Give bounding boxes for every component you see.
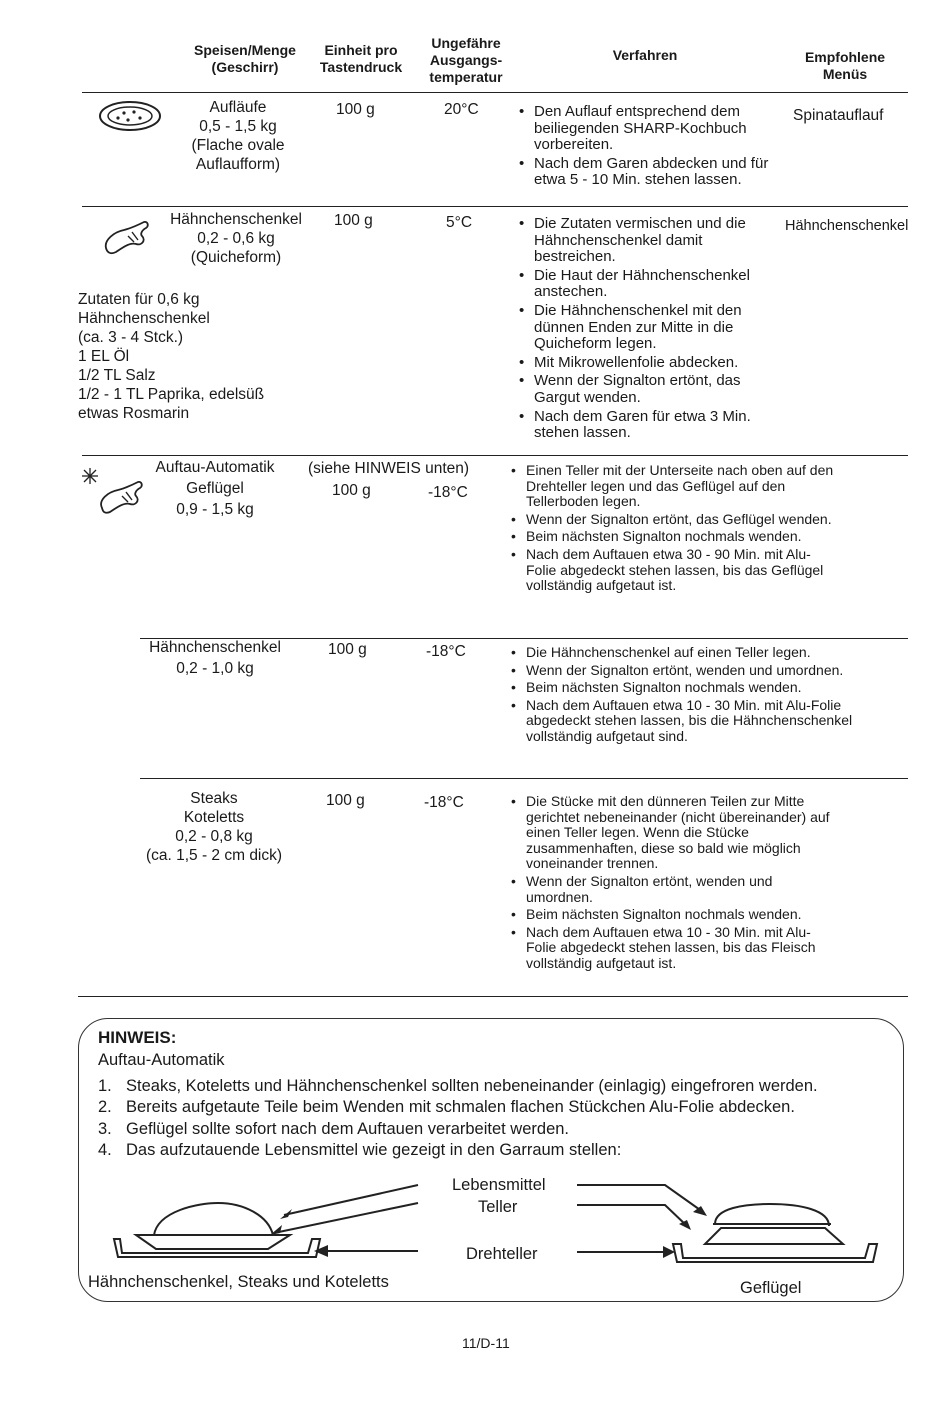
row-divider (82, 455, 908, 456)
temp-steaks: -18°C (424, 794, 464, 811)
note-item: 1. Steaks, Koteletts und Hähnchenschenkel sollten nebeneinander (einlagig) eingefroren werden. (98, 1077, 818, 1095)
steps-chicken-legs (516, 216, 774, 444)
temp-casserole: 20°C (444, 101, 479, 118)
ingredients: Zutaten für 0,6 kg Hähnchenschenkel (ca. 3 - 4 Stck.) 1 EL Öl 1/2 TL Salz 1/2 - 1 TL Paprika, edelsüß etwas Rosmarin (78, 291, 265, 422)
step: • Die Stücke mit den dünneren Teilen zur Mitte gerichtet nebeneinander (nicht übereinander) auf einen Teller legen. Wenn die Stücke zusammenhaften, diese so bald wie möglich voneinander trennen. (508, 794, 838, 872)
header-unit: Einheit pro Tastendruck (319, 42, 403, 75)
unit-note: (siehe HINWEIS unten) (308, 460, 470, 477)
label-plate: Teller (478, 1198, 518, 1216)
step: • Beim nächsten Signalton nochmals wenden. (508, 680, 853, 696)
left-placement-diagram (108, 1175, 438, 1275)
right-food (715, 1204, 829, 1226)
right-turntable (673, 1244, 877, 1262)
step: • Mit Mikrowellenfolie abdecken. (516, 355, 774, 372)
food-defrost-poultry: Auftau-Automatik Geflügel 0,9 - 1,5 kg (155, 459, 275, 518)
food-casserole: Aufläufe 0,5 - 1,5 kg (Flache ovale Auflaufform) (191, 99, 285, 173)
food-chicken-legs: Hähnchenschenkel 0,2 - 0,6 kg (Quicheform) (170, 211, 302, 266)
chicken-leg-icon (102, 218, 152, 256)
row-divider (82, 206, 908, 207)
step: • Wenn der Signalton ertönt, wenden und umordnen. (508, 663, 853, 679)
food-defrost-chicken-legs: Hähnchenschenkel 0,2 - 1,0 kg (149, 639, 281, 677)
step: • Einen Teller mit der Unterseite nach oben auf den Drehteller legen und das Geflügel auf den Tellerboden legen. (508, 463, 838, 510)
steps-casserole (516, 104, 778, 191)
note-list (98, 1076, 898, 1161)
casserole-dish-icon (98, 100, 168, 134)
unit-casserole: 100 g (336, 101, 375, 118)
menu-chicken-legs: Hähnchenschenkel (785, 218, 909, 234)
step: • Beim nächsten Signalton nochmals wenden. (508, 907, 838, 923)
step: • Nach dem Garen abdecken und für etwa 5 - 10 Min. stehen lassen. (516, 156, 778, 189)
page-number: 11/D-11 (462, 1335, 510, 1351)
header-temp: Ungefähre Ausgangs- temperatur (429, 35, 503, 85)
step: • Die Hähnchenschenkel auf einen Teller legen. (508, 645, 853, 661)
unit-defrost-poultry: 100 g (332, 482, 371, 499)
note-item: 2. Bereits aufgetaute Teile beim Wenden mit schmalen flachen Stückchen Alu-Folie abdecken. (98, 1098, 795, 1117)
step: • Den Auflauf entsprechend dem beiliegenden SHARP-Kochbuch vorbereiten. (516, 104, 778, 154)
step: • Die Hähnchenschenkel mit den dünnen Enden zur Mitte in die Quicheform legen. (516, 303, 774, 353)
step: • Nach dem Auftauen etwa 10 - 30 Min. mit Alu-Folie abgedeckt stehen lassen, bis das Fleisch vollständig aufgetaut ist. (508, 925, 838, 972)
caption-left: Hähnchenschenkel, Steaks und Koteletts (88, 1273, 389, 1291)
step: • Die Zutaten vermischen und die Hähnchenschenkel damit bestreichen. (516, 216, 774, 266)
menu-casserole: Spinatauflauf (793, 107, 884, 124)
note-item: 4. Das aufzutauende Lebensmittel wie gezeigt in den Garraum stellen: (98, 1140, 622, 1159)
step: • Nach dem Garen für etwa 3 Min. stehen lassen. (516, 409, 774, 442)
note-title: HINWEIS: (98, 1028, 177, 1047)
step: • Wenn der Signalton ertönt, das Geflügel wenden. (508, 512, 838, 528)
unit-steaks: 100 g (326, 792, 365, 809)
step: • Die Haut der Hähnchenschenkel anstechen. (516, 268, 774, 301)
steps-defrost-poultry (508, 463, 838, 596)
steps-steaks (508, 794, 838, 974)
header-divider (82, 92, 908, 93)
food-steaks: Steaks Koteletts 0,2 - 0,8 kg (ca. 1,5 - 2 cm dick) (145, 790, 283, 864)
label-turntable: Drehteller (466, 1245, 538, 1263)
header-method: Verfahren (612, 47, 678, 63)
right-plate (705, 1228, 843, 1244)
table-bottom-divider (78, 996, 908, 997)
header-food: Speisen/Menge (Geschirr) (194, 42, 296, 75)
note-item: 3. Geflügel sollte sofort nach dem Auftauen verarbeitet werden. (98, 1119, 570, 1138)
steps-defrost-chicken-legs (508, 645, 853, 747)
left-food (154, 1203, 273, 1235)
row-divider (140, 778, 908, 779)
unit-chicken-legs: 100 g (334, 212, 373, 229)
step: • Nach dem Auftauen etwa 30 - 90 Min. mit Alu-Folie abgedeckt stehen lassen, bis das Geflügel vollständig aufgetaut ist. (508, 547, 838, 594)
right-placement-diagram (575, 1178, 885, 1268)
step: • Beim nächsten Signalton nochmals wenden. (508, 529, 838, 545)
step: • Nach dem Auftauen etwa 10 - 30 Min. mit Alu-Folie abgedeckt stehen lassen, bis die Hähnchenschenkel vollständig aufgetaut sind. (508, 698, 853, 745)
temp-defrost-chicken-legs: -18°C (426, 643, 466, 660)
header-menus: Empfohlene Menüs (804, 49, 886, 82)
left-plate (136, 1235, 290, 1249)
temp-defrost-poultry: -18°C (428, 484, 468, 501)
temp-chicken-legs: 5°C (446, 214, 473, 231)
caption-right: Geflügel (740, 1279, 802, 1297)
label-food: Lebensmittel (452, 1176, 546, 1194)
step: • Wenn der Signalton ertönt, wenden und umordnen. (508, 874, 838, 905)
unit-defrost-chicken-legs: 100 g (328, 641, 367, 658)
step: • Wenn der Signalton ertönt, das Gargut wenden. (516, 373, 774, 406)
note-subtitle: Auftau-Automatik (98, 1051, 225, 1069)
